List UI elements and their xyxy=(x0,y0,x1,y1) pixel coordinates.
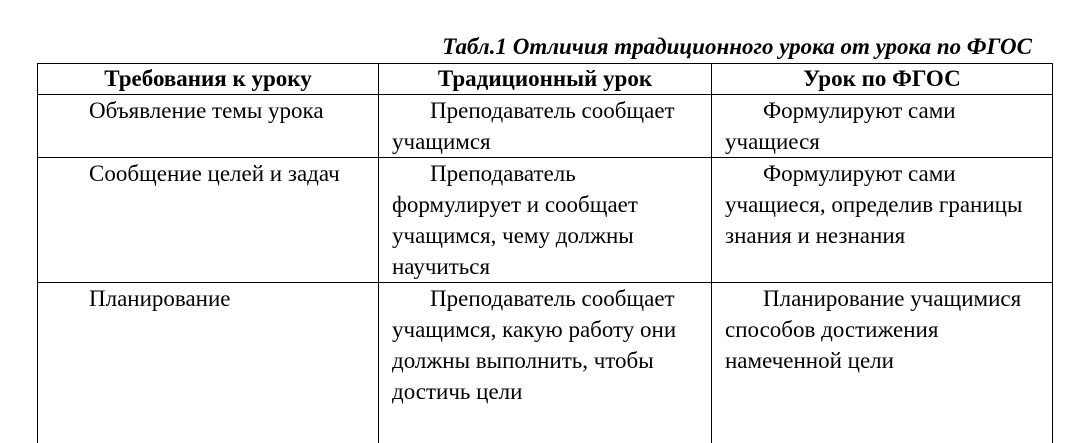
comparison-table xyxy=(37,63,1053,443)
header-row xyxy=(38,64,1053,95)
traditional-cell: Преподаватель формулирует и сообщает учащимся, чему должны научиться xyxy=(379,158,712,283)
fgos-cell: Формулируют сами учащиеся xyxy=(712,95,1053,158)
fgos-cell: Формулируют сами учащиеся, определив границы знания и незнания xyxy=(712,158,1053,283)
table-caption: Табл.1 Отличия традиционного урока от урока по ФГОС xyxy=(442,33,1032,61)
column-header-requirements: Требования к уроку xyxy=(38,64,379,95)
fgos-cell: Планирование учащимися способов достижения намеченной цели xyxy=(712,283,1053,443)
requirement-cell: Планирование xyxy=(38,283,379,443)
column-header-fgos: Урок по ФГОС xyxy=(712,64,1053,95)
column-header-traditional: Традиционный урок xyxy=(379,64,712,95)
requirement-cell: Сообщение целей и задач xyxy=(38,158,379,283)
traditional-cell: Преподаватель сообщает учащимся, какую работу они должны выполнить, чтобы достичь цели xyxy=(379,283,712,443)
table-row xyxy=(38,158,1053,283)
requirement-cell: Объявление темы урока xyxy=(38,95,379,158)
traditional-cell: Преподаватель сообщает учащимся xyxy=(379,95,712,158)
table-row xyxy=(38,283,1053,443)
table-row xyxy=(38,95,1053,158)
